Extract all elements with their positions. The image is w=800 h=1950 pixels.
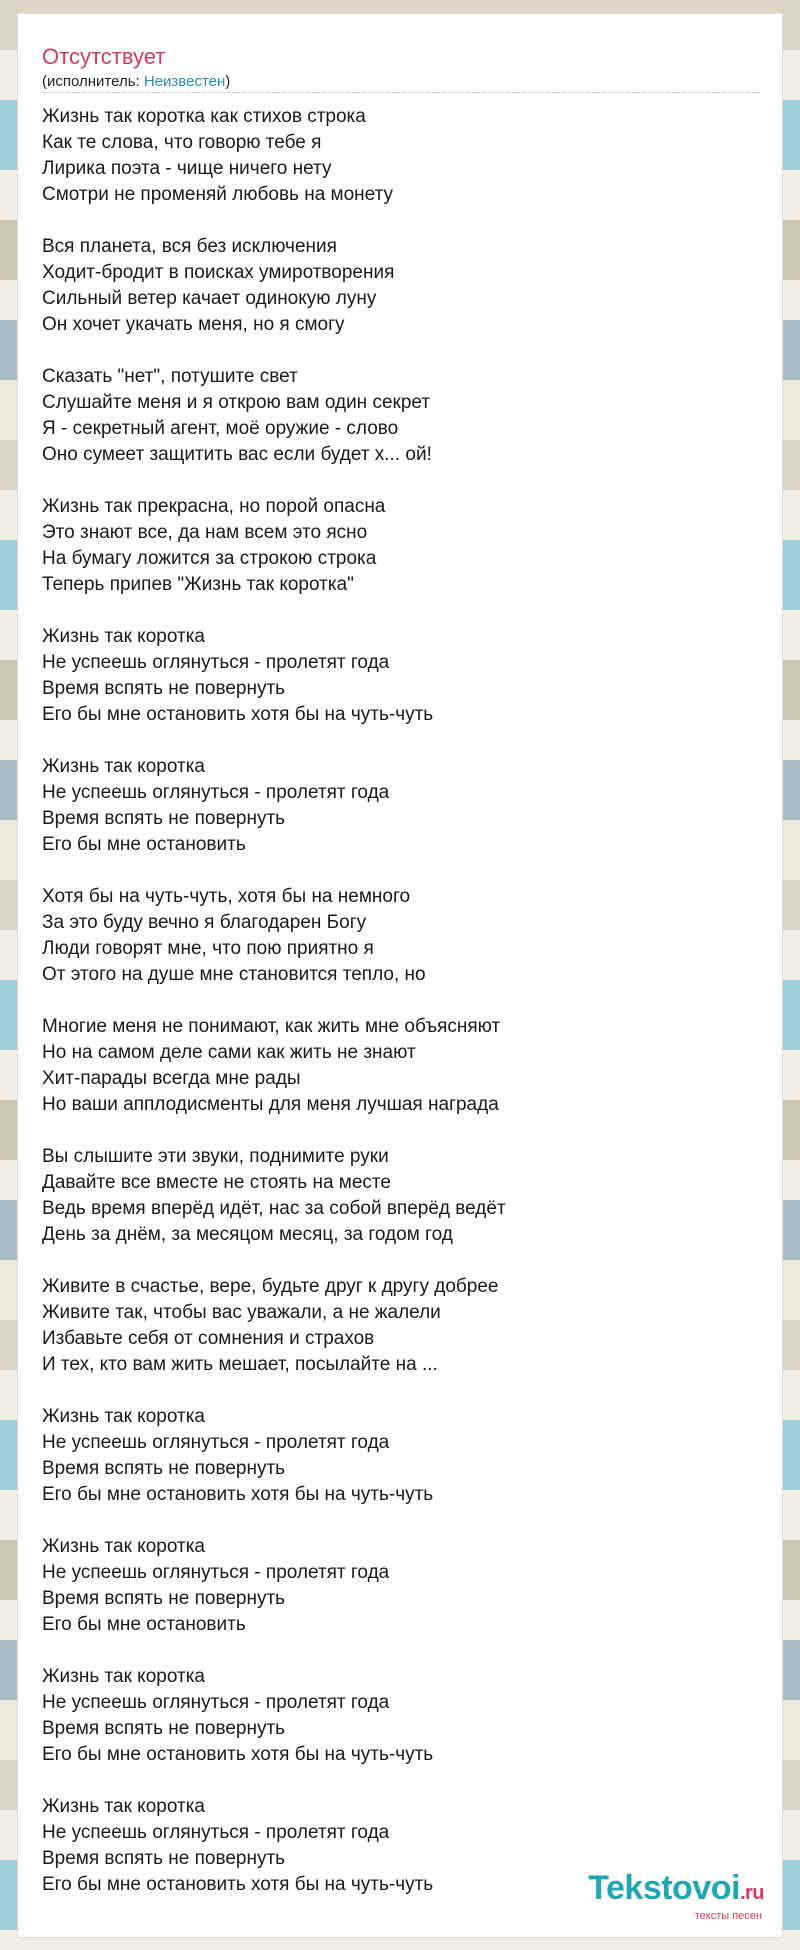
lyrics-line: Теперь припев "Жизнь так коротка" — [42, 574, 354, 595]
lyrics-stanza — [42, 494, 762, 598]
lyrics-line: Он хочет укачать меня, но я смогу — [42, 314, 345, 335]
lyrics-line: Его бы мне остановить — [42, 1614, 246, 1635]
lyrics-line: Жизнь так коротка как стихов строка — [42, 106, 366, 127]
lyrics-line: Слушайте меня и я открою вам один секрет — [42, 392, 431, 413]
logo-name: Tekstovoi — [588, 1869, 740, 1907]
lyrics-line: Жизнь так коротка — [42, 1536, 205, 1557]
logo-tagline: тексты песен — [694, 1910, 762, 1922]
lyrics-stanza — [42, 754, 762, 858]
lyrics-line: Оно сумеет защитить вас если будет х... ой! — [42, 444, 432, 465]
lyrics-line: Многие меня не понимают, как жить мне объясняют — [42, 1016, 501, 1037]
lyrics-line: Не успеешь оглянуться - пролетят года — [42, 1692, 390, 1713]
lyrics-line: За это буду вечно я благодарен Богу — [42, 912, 367, 933]
lyrics-line: Я - секретный агент, моё оружие - слово — [42, 418, 399, 439]
lyrics-stanza — [42, 104, 762, 208]
lyrics-stanza — [42, 1274, 762, 1378]
divider — [42, 92, 760, 93]
lyrics-line: Жизнь так коротка — [42, 1406, 205, 1427]
lyrics-line: Жизнь так коротка — [42, 626, 205, 647]
artist-suffix: ) — [225, 73, 231, 90]
lyrics-stanza — [42, 364, 762, 468]
lyrics-stanza — [42, 1014, 762, 1118]
lyrics-line: Это знают все, да нам всем это ясно — [42, 522, 368, 543]
lyrics-line: Хит-парады всегда мне рады — [42, 1068, 301, 1089]
lyrics-stanza — [42, 234, 762, 338]
lyrics-line: Его бы мне остановить хотя бы на чуть-чуть — [42, 1874, 434, 1895]
lyrics-line: Не успеешь оглянуться - пролетят года — [42, 782, 390, 803]
lyrics-line: Не успеешь оглянуться - пролетят года — [42, 652, 390, 673]
lyrics-card — [17, 13, 783, 1938]
lyrics-line: Давайте все вместе не стоять на месте — [42, 1172, 391, 1193]
song-title: Отсутствует — [42, 44, 166, 69]
lyrics-line: Смотри не променяй любовь на монету — [42, 184, 394, 205]
site-logo[interactable] — [588, 1871, 764, 1922]
lyrics-line: Как те слова, что говорю тебе я — [42, 132, 322, 153]
lyrics-line: Не успеешь оглянуться - пролетят года — [42, 1562, 390, 1583]
artist-prefix: (исполнитель: — [42, 73, 144, 90]
logo-wordmark — [588, 1871, 764, 1910]
lyrics-text — [42, 104, 762, 1924]
lyrics-line: Вы слышите эти звуки, поднимите руки — [42, 1146, 389, 1167]
lyrics-line: Его бы мне остановить хотя бы на чуть-чуть — [42, 1744, 434, 1765]
lyrics-line: Жизнь так прекрасна, но порой опасна — [42, 496, 386, 517]
lyrics-line: Жизнь так коротка — [42, 1796, 205, 1817]
lyrics-line: Ходит-бродит в поисках умиротворения — [42, 262, 395, 283]
artist-link[interactable]: Неизвестен — [143, 73, 226, 90]
lyrics-line: Время вспять не повернуть — [42, 678, 286, 699]
lyrics-line: Не успеешь оглянуться - пролетят года — [42, 1432, 390, 1453]
lyrics-line: Время вспять не повернуть — [42, 1718, 286, 1739]
lyrics-line: День за днём, за месяцом месяц, за годом год — [42, 1224, 453, 1245]
artist-line — [42, 73, 230, 90]
logo-tld: .ru — [739, 1882, 764, 1904]
lyrics-line: Ведь время вперёд идёт, нас за собой вперёд ведёт — [42, 1198, 506, 1219]
lyrics-line: Избавьте себя от сомнения и страхов — [42, 1328, 375, 1349]
lyrics-stanza — [42, 1404, 762, 1508]
lyrics-line: Его бы мне остановить хотя бы на чуть-чуть — [42, 1484, 434, 1505]
lyrics-line: От этого на душе мне становится тепло, но — [42, 964, 426, 985]
lyrics-stanza — [42, 624, 762, 728]
lyrics-line: Его бы мне остановить — [42, 834, 246, 855]
lyrics-line: Люди говорят мне, что пою приятно я — [42, 938, 374, 959]
lyrics-line: Его бы мне остановить хотя бы на чуть-чуть — [42, 704, 434, 725]
lyrics-line: На бумагу ложится за строкою строка — [42, 548, 377, 569]
lyrics-line: Живите так, чтобы вас уважали, а не жалели — [42, 1302, 441, 1323]
lyrics-line: Лирика поэта - чище ничего нету — [42, 158, 332, 179]
lyrics-line: Время вспять не повернуть — [42, 1848, 286, 1869]
lyrics-line: Но на самом деле сами как жить не знают — [42, 1042, 416, 1063]
lyrics-line: Жизнь так коротка — [42, 756, 205, 777]
lyrics-line: Но ваши апплодисменты для меня лучшая награда — [42, 1094, 499, 1115]
lyrics-stanza — [42, 884, 762, 988]
lyrics-stanza — [42, 1144, 762, 1248]
lyrics-stanza — [42, 1664, 762, 1768]
lyrics-line: Хотя бы на чуть-чуть, хотя бы на немного — [42, 886, 411, 907]
lyrics-line: Сильный ветер качает одинокую луну — [42, 288, 377, 309]
lyrics-line: Время вспять не повернуть — [42, 808, 286, 829]
lyrics-line: Вся планета, вся без исключения — [42, 236, 337, 257]
lyrics-line: Не успеешь оглянуться - пролетят года — [42, 1822, 390, 1843]
lyrics-line: И тех, кто вам жить мешает, посылайте на ... — [42, 1354, 438, 1375]
lyrics-line: Сказать "нет", потушите свет — [42, 366, 298, 387]
lyrics-line: Время вспять не повернуть — [42, 1588, 286, 1609]
lyrics-line: Время вспять не повернуть — [42, 1458, 286, 1479]
lyrics-line: Жизнь так коротка — [42, 1666, 205, 1687]
lyrics-stanza — [42, 1534, 762, 1638]
lyrics-line: Живите в счастье, вере, будьте друг к другу добрее — [42, 1276, 499, 1297]
